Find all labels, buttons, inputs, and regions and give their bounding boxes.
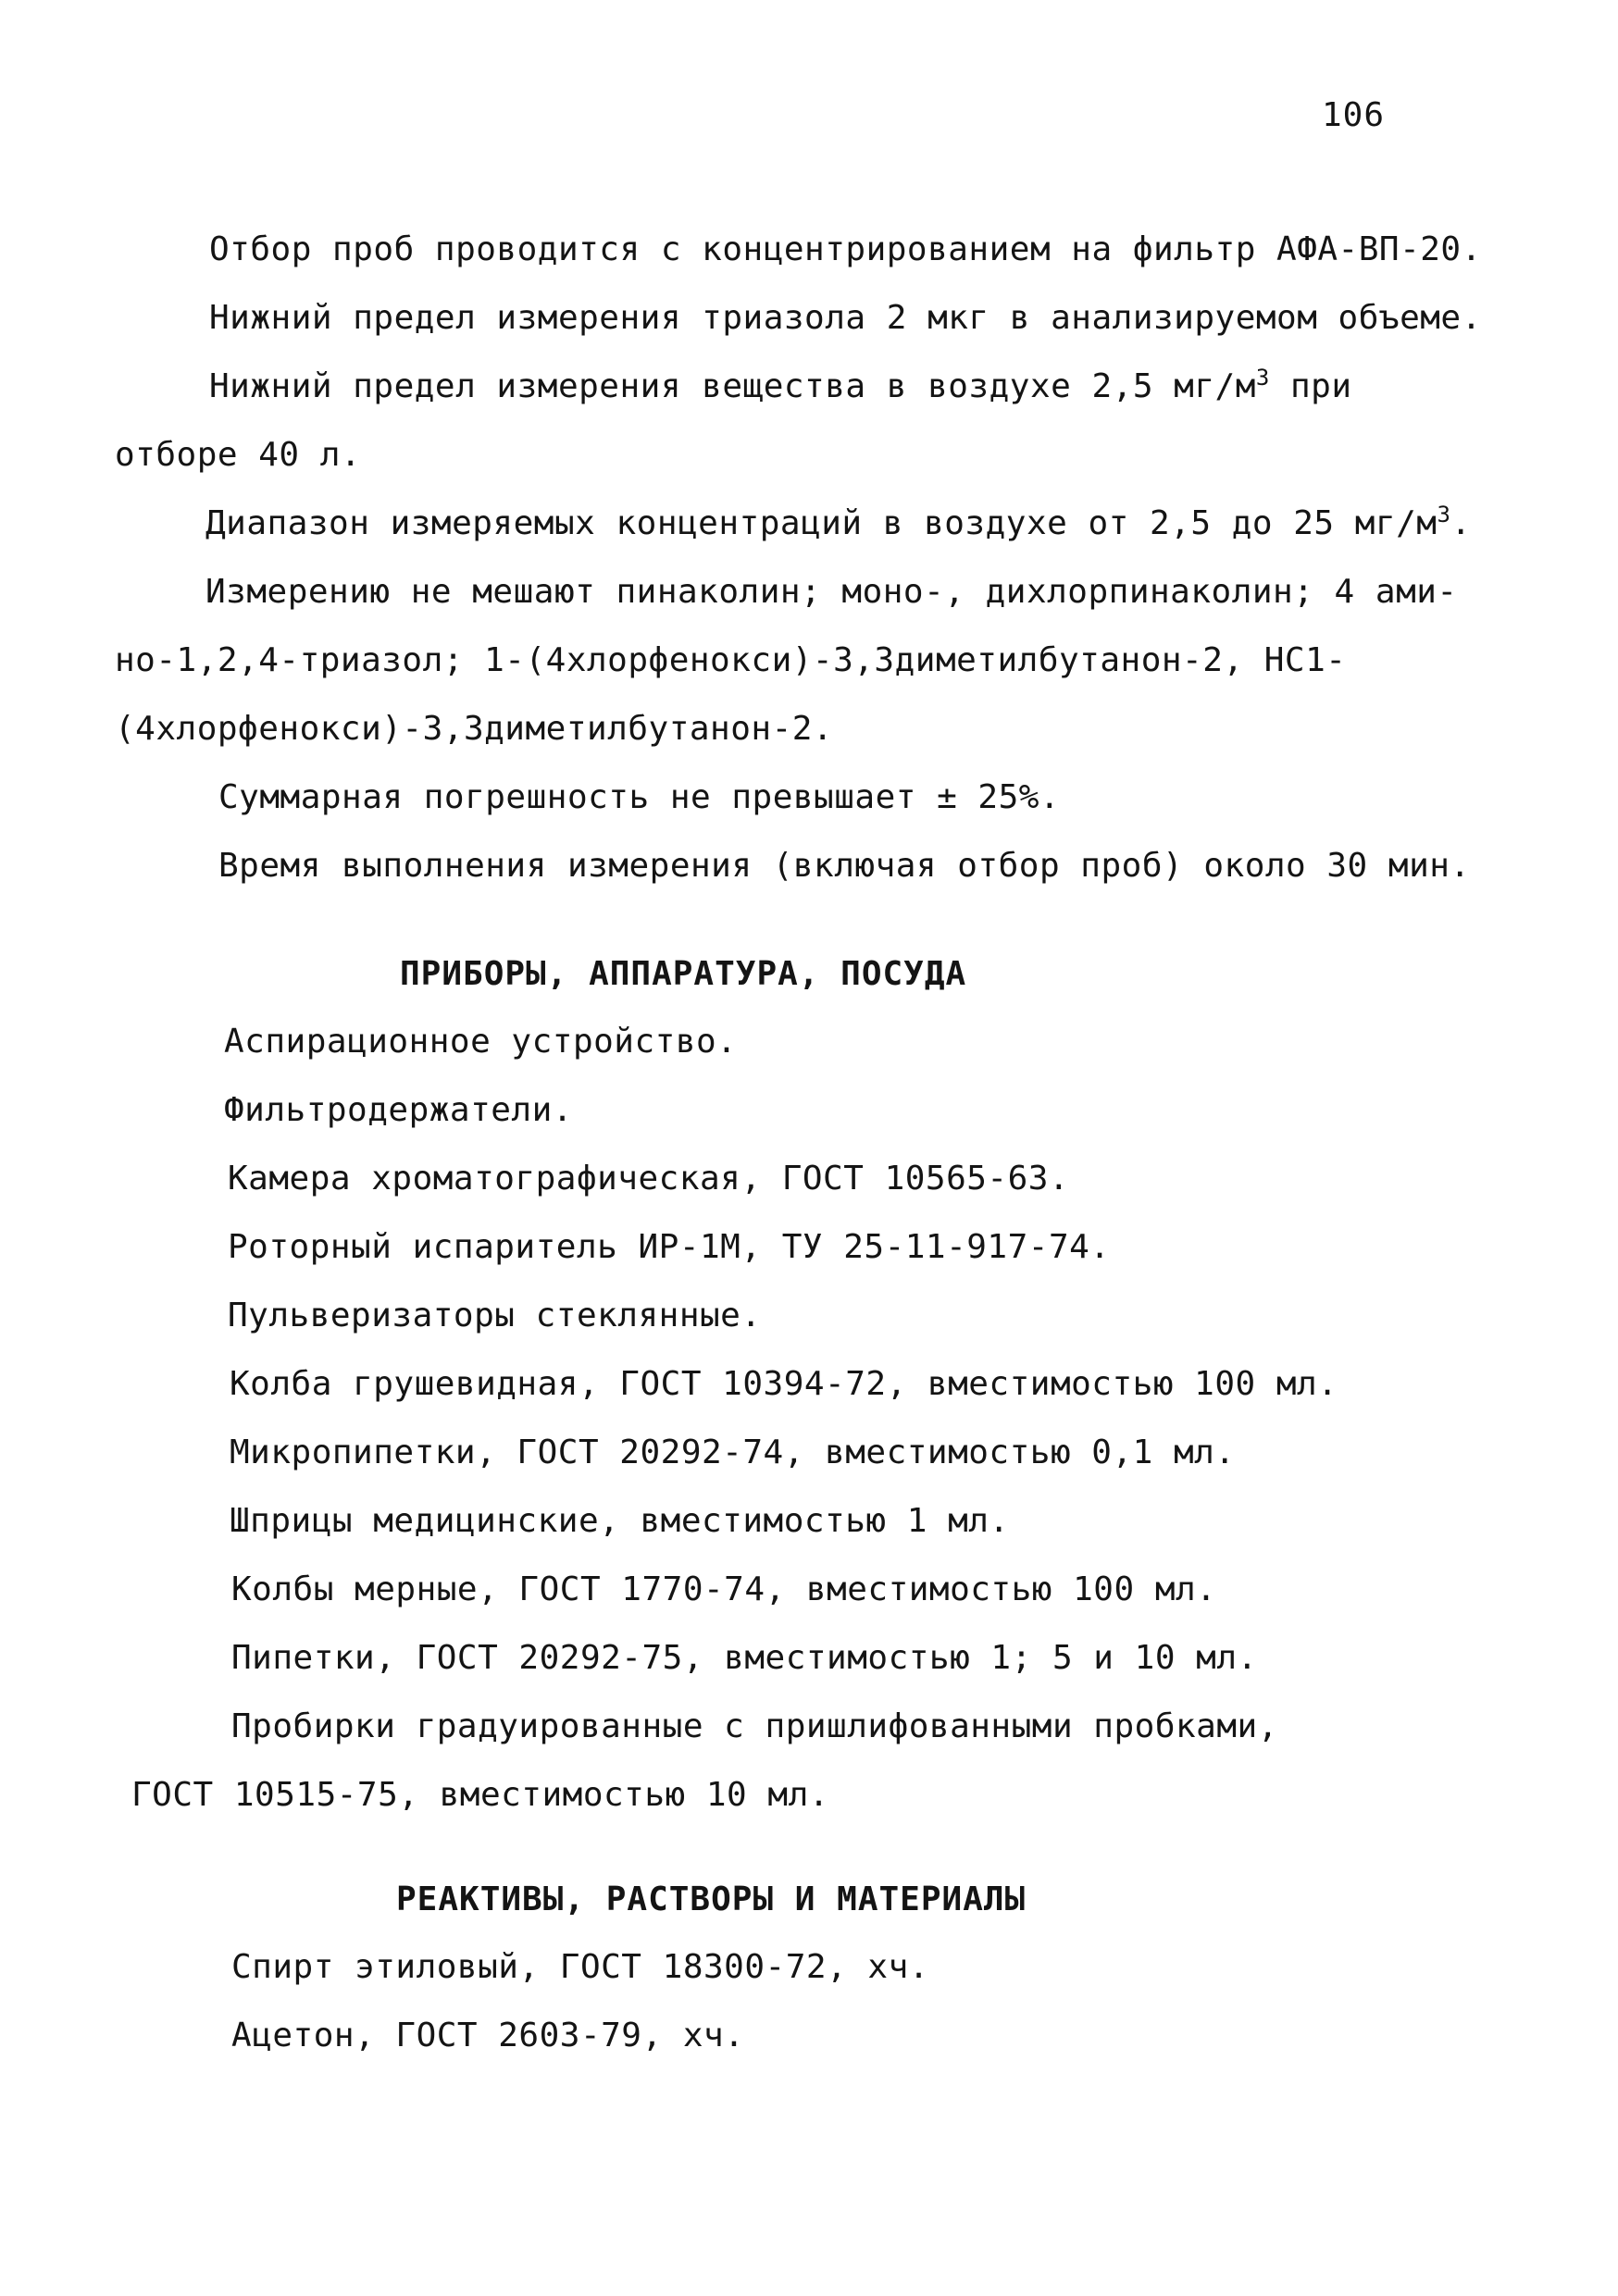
list-item: Пробирки градуированные с пришлифованными пробками,: [231, 1707, 1278, 1745]
list-item: ГОСТ 10515-75, вместимостью 10 мл.: [131, 1776, 829, 1814]
list-item: Шприцы медицинские, вместимостью 1 мл.: [230, 1502, 1010, 1540]
text-line: Измерению не мешают пинаколин; моно-, дихлорпинаколин; 4 ами-: [205, 573, 1458, 611]
page-number: 106: [1322, 96, 1386, 134]
section-heading: РЕАКТИВЫ, РАСТВОРЫ И МАТЕРИАЛЫ: [396, 1880, 1027, 1918]
list-item: Микропипетки, ГОСТ 20292-74, вместимостью 0,1 мл.: [230, 1433, 1236, 1471]
text-line-tail: при: [1269, 367, 1352, 405]
text-line: Суммарная погрешность не превышает ± 25%.: [218, 778, 1061, 816]
text-line: Время выполнения измерения (включая отбор проб) около 30 мин.: [218, 847, 1471, 885]
text-line: (4хлорфенокси)-3,3диметилбутанон-2.: [115, 710, 834, 748]
list-item: Колбы мерные, ГОСТ 1770-74, вместимостью 100 мл.: [231, 1570, 1217, 1608]
text-line: но-1,2,4-триазол; 1-(4хлорфенокси)-3,3диметилбутанон-2, НС1-: [115, 641, 1347, 679]
list-item: Ацетон, ГОСТ 2603-79, хч.: [231, 2017, 745, 2054]
section-heading: ПРИБОРЫ, АППАРАТУРА, ПОСУДА: [400, 955, 967, 993]
list-item: Пульверизаторы стеклянные.: [228, 1297, 762, 1334]
text-line: Отбор проб проводится с концентрированием на фильтр АФА-ВП-20.: [209, 230, 1482, 268]
text-line-main: Нижний предел измерения вещества в воздухе 2,5 мг/м: [209, 367, 1256, 405]
text-line: [205, 502, 1472, 542]
list-item: Пипетки, ГОСТ 20292-75, вместимостью 1; 5 и 10 мл.: [231, 1639, 1258, 1677]
list-item: Аспирационное устройство.: [224, 1023, 738, 1061]
list-item: Фильтродержатели.: [224, 1091, 573, 1129]
text-line: отборе 40 л.: [115, 436, 362, 474]
superscript: 3: [1437, 502, 1451, 527]
list-item: Роторный испаритель ИР-1М, ТУ 25-11-917-74.: [228, 1228, 1111, 1266]
text-line-period: .: [1450, 504, 1472, 542]
list-item: Колба грушевидная, ГОСТ 10394-72, вместимостью 100 мл.: [230, 1365, 1338, 1403]
text-line-main: Диапазон измеряемых концентраций в воздухе от 2,5 до 25 мг/м: [205, 504, 1438, 542]
text-line: Нижний предел измерения триазола 2 мкг в анализируемом объеме.: [209, 299, 1482, 337]
text-line: [209, 365, 1352, 405]
list-item: Спирт этиловый, ГОСТ 18300-72, хч.: [231, 1948, 929, 1986]
list-item: Камера хроматографическая, ГОСТ 10565-63.: [228, 1160, 1070, 1198]
superscript: 3: [1255, 365, 1270, 391]
